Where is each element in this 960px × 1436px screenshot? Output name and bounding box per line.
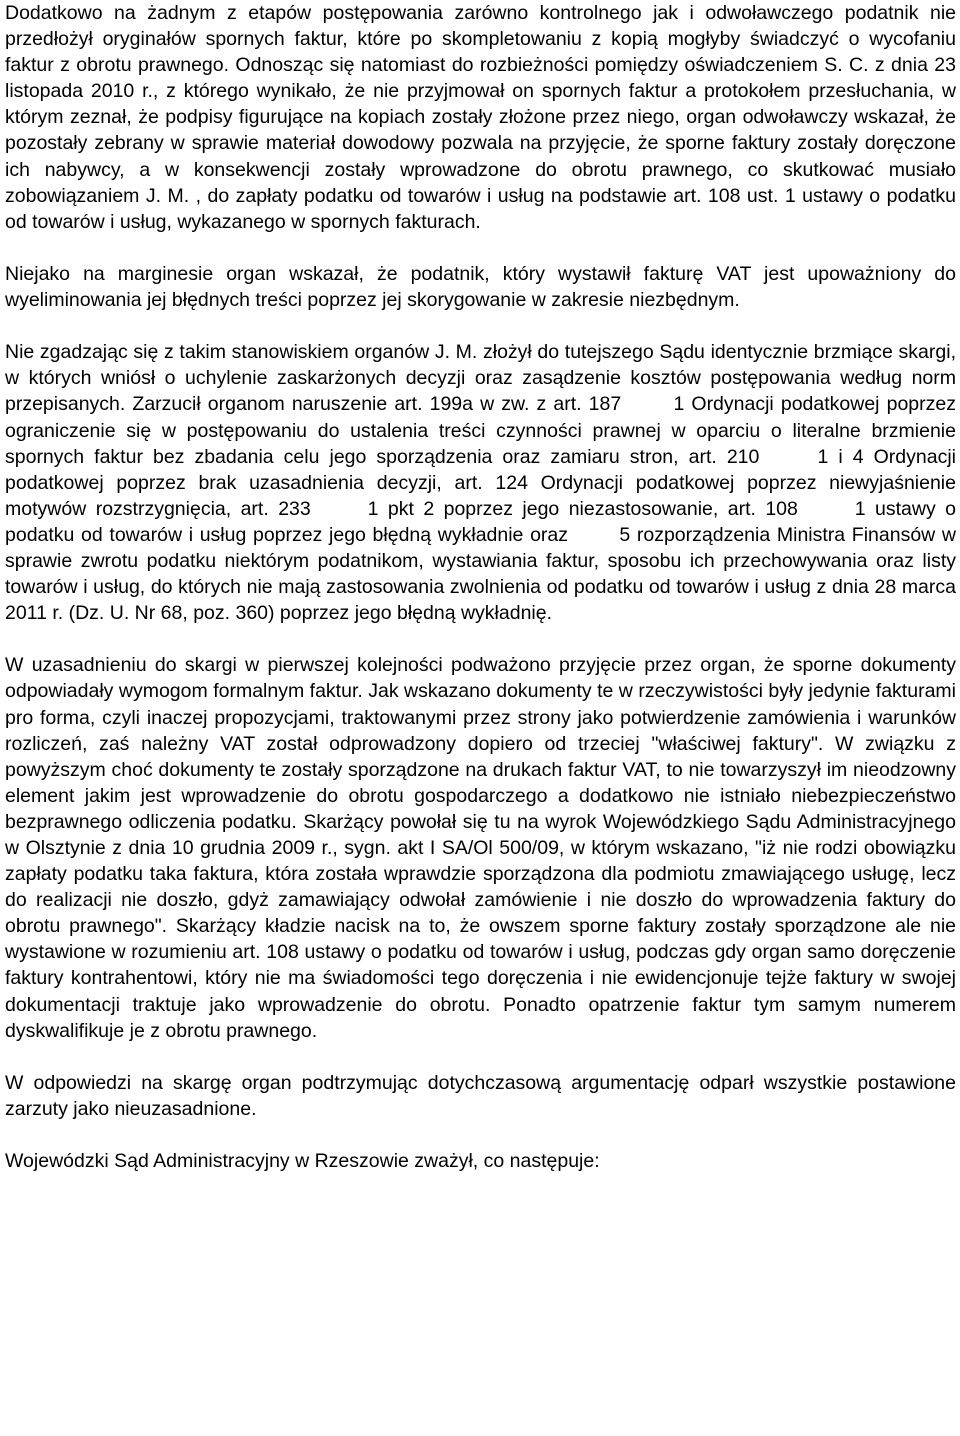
paragraph-3	[5, 339, 956, 626]
paragraph-3-part: 1 i 4 Ordynacji podatkowej poprzez brak uzasadnienia decyzji, art. 124 Ordynacji podatkowej poprzez niewyjaśnienie motywów rozstrzygnięcia, art. 233	[5, 445, 956, 520]
section-sign	[320, 496, 358, 522]
paragraph-5: W odpowiedzi na skargę organ podtrzymując dotychczasową argumentację odparł wszystkie postawione zarzuty jako nieuzasadnione.	[5, 1071, 956, 1120]
section-sign	[769, 444, 807, 470]
paragraph-3-part: 5 rozporządzenia Ministra Finansów w sprawie zwrotu podatku niektórym podatnikom, wystawiania faktur, sposobu ich przechowywania oraz listy towarów i usług, do których nie mają zastosowania zwolnienia od podatku od towarów i usług z dnia 28 marca 2011 r. (Dz. U. Nr 68, poz. 360) poprzez jego błędną wykładnię.	[5, 523, 956, 625]
paragraph-3-part: 1 Ordynacji podatkowej poprzez ograniczenie się w postępowaniu do ustalenia treści czynności prawnej w oparciu o literalne brzmienie spornych faktur bez zbadania celu jego sporządzenia oraz zamiaru stron, art. 210	[5, 393, 956, 468]
document-page	[5, 0, 956, 1174]
paragraph-3-part: Nie zgadzając się z takim stanowiskiem organów J. M. złożył do tutejszego Sądu identycznie brzmiące skargi, w których wniósł o uchylenie zaskarżonych decyzji oraz zasądzenie kosztów postępowania według norm przepisanych. Zarzucił organom naruszenie art. 199a w zw. z art. 187	[5, 341, 956, 416]
paragraph-3-part: 1 pkt 2 poprzez jego niezastosowanie, art. 108	[367, 497, 798, 520]
paragraph-1: Dodatkowo na żadnym z etapów postępowania zarówno kontrolnego jak i odwoławczego podatnik nie przedłożył oryginałów spornych faktur, które po skompletowaniu z kopią mogłyby świadczyć o wycofaniu faktur z obrotu prawnego. Odnosząc się natomiast do rozbieżności pomiędzy oświadczeniem S. C. z dnia 23 listopada 2010 r., z którego wynikało, że nie przyjmował on spornych faktur a protokołem przesłuchania, w którym zeznał, że podpisy figurujące na kopiach zostały złożone przez niego, organ odwoławczy wskazał, że pozostały zebrany w sprawie materiał dowodowy pozwala na przyjęcie, że sporne faktury zostały doręczone ich nabywcy, a w konsekwencji zostały wprowadzone do obrotu prawnego, co skutkować musiało zobowiązaniem J. M. , do zapłaty podatku od towarów i usług na podstawie art. 108 ust. 1 ustawy o podatku od towarów i usług, wykazanego w spornych fakturach.	[5, 2, 956, 233]
paragraph-4: W uzasadnieniu do skargi w pierwszej kolejności podważono przyjęcie przez organ, że sporne dokumenty odpowiadały wymogom formalnym faktur. Jak wskazano dokumenty te w rzeczywistości były jedynie fakturami pro forma, czyli inaczej propozycjami, traktowanymi przez strony jako potwierdzenie zamówienia i warunków rozliczeń, zaś należny VAT został odprowadzony dopiero od trzeciej "właściwej faktury". W związku z powyższym choć dokumenty te zostały sporządzone na drukach faktur VAT, to nie towarzyszył im nieodzowny element jakim jest wprowadzenie do obrotu gospodarczego a dodatkowo nie istniało niebezpieczeństwo bezprawnego odliczenia podatku. Skarżący powołał się tu na wyrok Wojewódzkiego Sądu Administracyjnego w Olsztynie z dnia 10 grudnia 2009 r., sygn. akt I SA/Ol 500/09, w którym wskazano, "iż nie rodzi obowiązku zapłaty podatku taka faktura, która została wprawdzie sporządzona dla podmiotu zmawiającego usługę, lecz do realizacji nie doszło, gdyż zamawiający odwołał zamówienie i nie doszło do wprowadzenia faktury do obrotu prawnego". Skarżący kładzie nacisk na to, że owszem sporne faktury zostały sporządzone ale nie wystawione w rozumieniu art. 108 ustawy o podatku od towarów i usług, podczas gdy organ samo doręczenie faktury kontrahentowi, który nie ma świadomości tego doręczenia i nie ewidencjonuje tejże faktury w swojej dokumentacji traktuje jako wprowadzenie do obrotu. Ponadto opatrzenie faktur tym samym numerem dyskwalifikuje je z obrotu prawnego.	[5, 654, 956, 1042]
paragraph-6: Wojewódzki Sąd Administracyjny w Rzeszowie zważył, co następuje:	[5, 1150, 600, 1173]
section-sign	[628, 391, 666, 417]
paragraph-2: Niejako na marginesie organ wskazał, że podatnik, który wystawił fakturę VAT jest upoważniony do wyeliminowania jej błędnych treści poprzez jej skorygowanie w zakresie niezbędnym.	[5, 262, 956, 312]
section-sign	[807, 496, 845, 522]
paragraph-3-part: 1 ustawy o podatku od towarów i usług poprzez jego błędną wykładnie oraz	[5, 497, 956, 546]
section-sign	[575, 522, 613, 548]
